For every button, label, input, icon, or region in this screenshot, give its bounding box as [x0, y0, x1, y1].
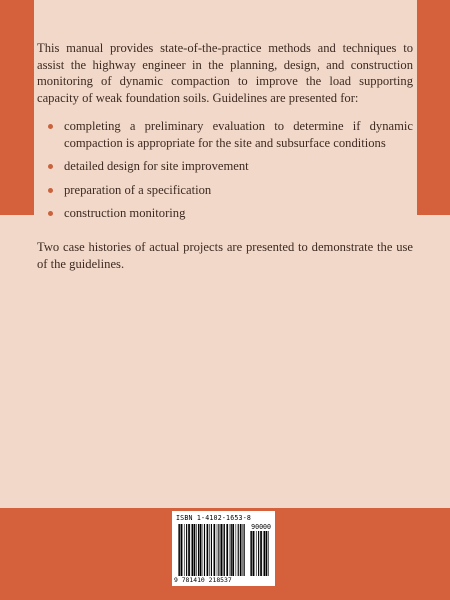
barcode-bar [209, 524, 210, 576]
list-item [48, 118, 413, 151]
list-item-text: completing a preliminary evaluation to determine if dynamic compaction is appropriate for the site and subsurface conditions [64, 119, 413, 150]
barcode-bar [198, 524, 199, 576]
barcode-bar [258, 531, 259, 576]
barcode-bar [232, 524, 234, 576]
barcode-bar [202, 524, 203, 576]
isbn-barcode [172, 511, 275, 586]
barcode-bar [184, 524, 185, 576]
list-item-text: preparation of a specification [64, 182, 212, 197]
barcode-bar [250, 531, 251, 576]
barcode-bar [243, 524, 244, 576]
list-item-text: detailed design for site improvement [64, 159, 249, 173]
bullet-icon [48, 164, 53, 169]
barcode-bar [194, 524, 196, 576]
barcode-bar [218, 524, 219, 576]
ean-digits: 9 781410 218537 [174, 576, 232, 584]
barcode-bar [220, 524, 222, 576]
barcode-bar [226, 524, 228, 576]
barcode-bar [188, 524, 190, 576]
barcode-bar [264, 531, 265, 576]
barcode-bar [178, 524, 179, 576]
barcode-bars-icon [178, 524, 246, 576]
barcode-bar [253, 531, 255, 576]
intro-paragraph: This manual provides state-of-the-practice methods and techniques to assist the highway engineer in the planning, design, and construction monitoring of dynamic compaction to improve the load supporting capacity of weak foundation soils. Guidelines are presented for: [37, 41, 413, 105]
guidelines-list [48, 118, 413, 229]
list-item-text: construction monitoring [64, 206, 186, 220]
barcode-bar [240, 524, 242, 576]
right-light-band [417, 215, 450, 508]
barcode-bar [223, 524, 224, 576]
list-item [48, 182, 413, 199]
barcode-bar [236, 524, 237, 576]
list-item [48, 205, 413, 222]
barcode-bar [263, 531, 264, 576]
barcode-bar [181, 524, 183, 576]
barcode-bar [207, 524, 209, 576]
barcode-bar [251, 531, 252, 576]
barcode-bar [268, 531, 269, 576]
barcode-bar [204, 524, 205, 576]
barcode-bar [238, 524, 239, 576]
bullet-icon [48, 188, 53, 193]
barcode-bar [224, 524, 225, 576]
bullet-icon [48, 124, 53, 129]
barcode-bar [214, 524, 216, 576]
left-light-band [0, 215, 34, 508]
case-histories-paragraph: Two case histories of actual projects are presented to demonstrate the use of the guidelines. [37, 240, 413, 271]
barcode-bar [217, 524, 218, 576]
barcode-bar [260, 531, 262, 576]
barcode-bar [256, 531, 257, 576]
barcode-bar [192, 524, 193, 576]
barcode-bar [200, 524, 202, 576]
barcode-bar [211, 524, 212, 576]
isbn-label: ISBN 1-4102-1653-8 [176, 514, 252, 522]
barcode-bar [231, 524, 232, 576]
bullet-icon [48, 211, 53, 216]
addon-digits: 90000 [251, 523, 271, 531]
barcode-addon-bars-icon [250, 531, 271, 576]
barcode-bar [179, 524, 180, 576]
barcode-bar [230, 524, 231, 576]
barcode-bar [186, 524, 187, 576]
list-item [48, 158, 413, 175]
barcode-bar [191, 524, 192, 576]
barcode-bar [244, 524, 245, 576]
barcode-bar [266, 531, 268, 576]
barcode-bar [196, 524, 197, 576]
